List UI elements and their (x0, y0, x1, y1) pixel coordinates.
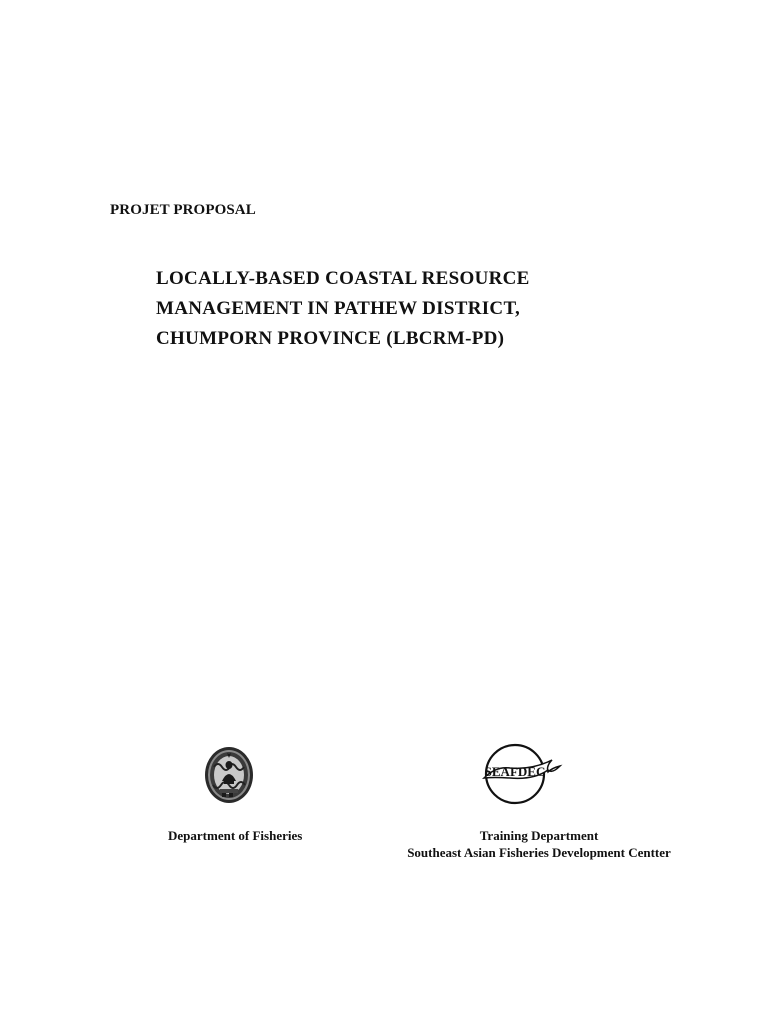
department-of-fisheries-seal-icon (203, 745, 255, 805)
project-title-line-1: LOCALLY-BASED COASTAL RESOURCE (156, 268, 530, 289)
project-title-line-3: CHUMPORN PROVINCE (LBCRM-PD) (156, 328, 505, 349)
seafdec-organization-label (378, 827, 700, 861)
document-type-label: PROJET PROPOSAL (110, 202, 256, 218)
training-department-label: Training Department (479, 828, 599, 843)
seafdec-logo-text: SEAFDEC (484, 764, 546, 779)
department-of-fisheries-label: Department of Fisheries (168, 828, 303, 843)
project-title-line-2: MANAGEMENT IN PATHEW DISTRICT, (156, 298, 521, 319)
seafdec-logo-icon (482, 742, 566, 806)
project-title (156, 264, 530, 354)
seafdec-full-name-label: Southeast Asian Fisheries Development Centter (407, 845, 671, 860)
